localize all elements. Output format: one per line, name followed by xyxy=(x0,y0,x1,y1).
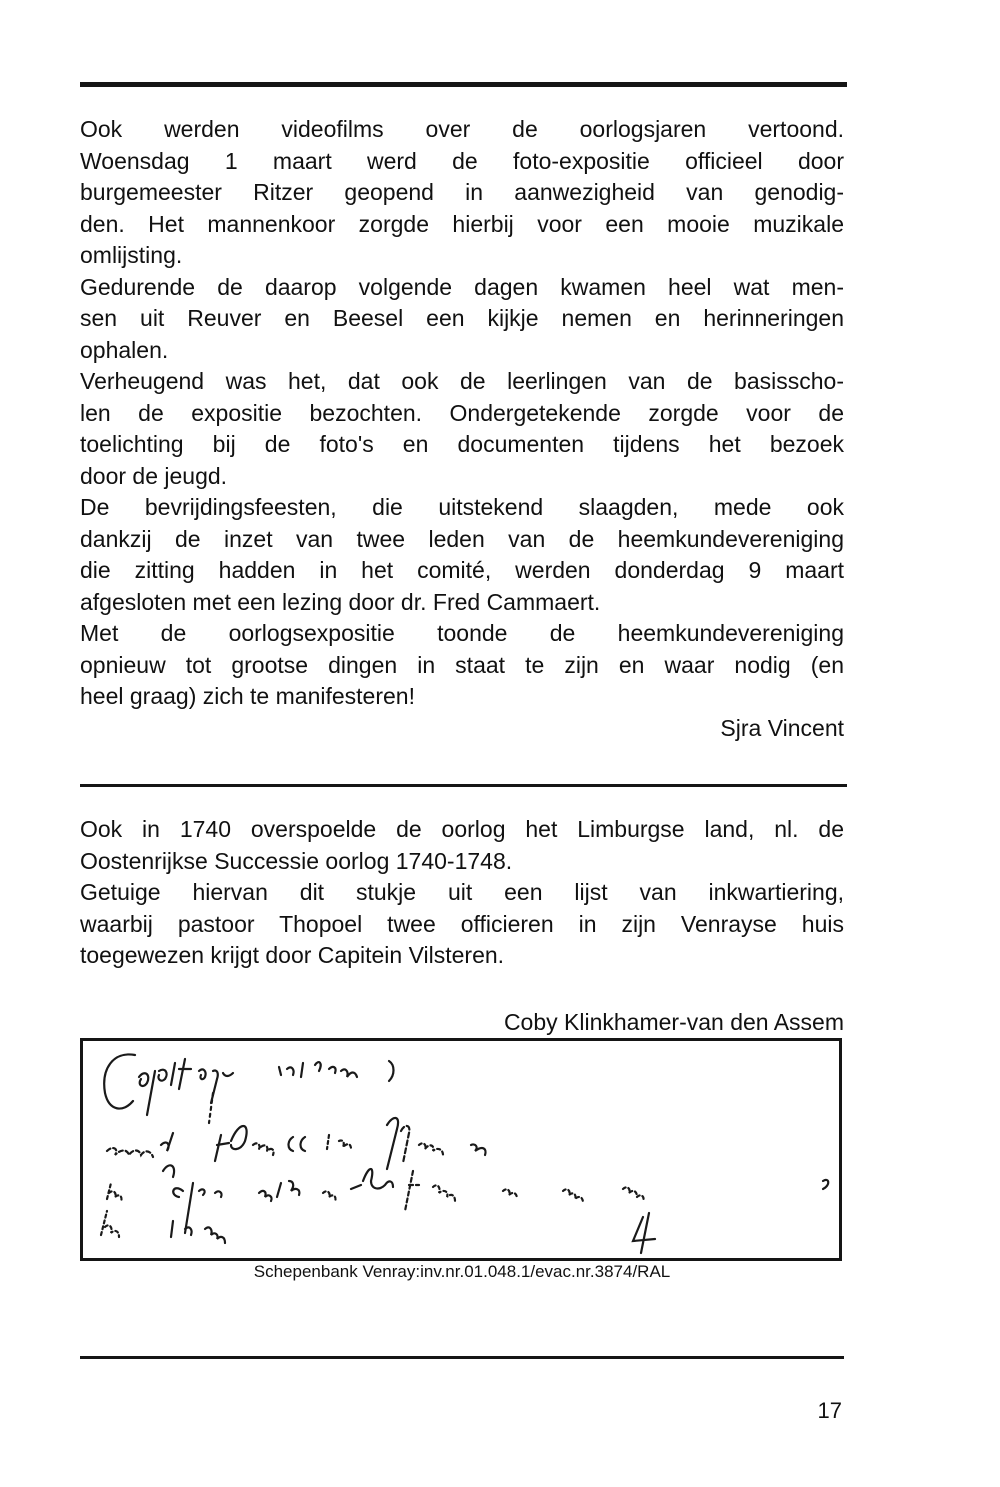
document-caption: Schepenbank Venray:inv.nr.01.048.1/evac.nr.3874/RAL xyxy=(253,1262,671,1281)
text-line: burgemeester Ritzer geopend in aanwezigheid van genodig- xyxy=(80,179,844,205)
signature-sjra-vincent: Sjra Vincent xyxy=(720,714,844,741)
text-line: omlijsting. xyxy=(80,242,183,268)
text-line: ophalen. xyxy=(80,336,169,363)
bottom-rule xyxy=(80,1356,844,1359)
text-line: den. Het mannenkoor zorgde hierbij voor een mooie muzikale xyxy=(80,210,844,237)
text-line: dankzij de inzet van twee leden van de heemkundevereniging xyxy=(80,525,844,552)
text-line: Gedurende de daarop volgende dagen kwamen heel wat men- xyxy=(80,273,844,300)
text-line: waarbij pastoor Thopoel twee officieren in zijn Venrayse huis xyxy=(80,910,844,937)
top-rule xyxy=(80,82,847,87)
text-line: len de expositie bezochten. Ondergetekende zorgde voor de xyxy=(80,399,844,426)
text-line: Ook werden videofilms over de oorlogsjaren vertoond. xyxy=(80,116,844,142)
text-line: Verheugend was het, dat ook de leerlingen van de basisscho- xyxy=(80,368,844,394)
text-line: door de jeugd. xyxy=(80,462,228,489)
text-line: heel graag) zich te manifesteren! xyxy=(80,683,415,709)
text-line: toelichting bij de foto's en documenten tijdens het bezoek xyxy=(80,431,844,457)
handwriting-illustration xyxy=(83,1041,839,1258)
article-section-2 xyxy=(80,814,844,972)
text-line: De bevrijdingsfeesten, die uitstekend slaagden, mede ook xyxy=(80,494,844,520)
text-line: toegewezen krijgt door Capitein Vilsteren. xyxy=(80,942,505,968)
text-line: Woensdag 1 maart werd de foto-expositie officieel door xyxy=(80,147,844,174)
article-section-1 xyxy=(80,114,844,744)
handwritten-document-image xyxy=(80,1038,842,1261)
text-line: Oostenrijkse Successie oorlog 1740-1748. xyxy=(80,847,513,874)
text-line: Getuige hiervan dit stukje uit een lijst van inkwartiering, xyxy=(80,879,844,905)
page-number: 17 xyxy=(817,1398,842,1423)
text-line: afgesloten met een lezing door dr. Fred Cammaert. xyxy=(80,588,601,615)
text-line: die zitting hadden in het comité, werden donderdag 9 maart xyxy=(80,557,844,583)
signature-coby-klinkhamer: Coby Klinkhamer-van den Assem xyxy=(503,1009,844,1035)
text-line: sen uit Reuver en Beesel een kijkje nemen en herinneringen xyxy=(80,305,844,331)
section-divider xyxy=(80,784,847,787)
text-line: Met de oorlogsexpositie toonde de heemkundevereniging xyxy=(80,620,844,646)
text-line: opnieuw tot grootse dingen in staat te zijn en waar nodig (en xyxy=(80,651,844,678)
text-line: Ook in 1740 overspoelde de oorlog het Limburgse land, nl. de xyxy=(80,816,844,842)
